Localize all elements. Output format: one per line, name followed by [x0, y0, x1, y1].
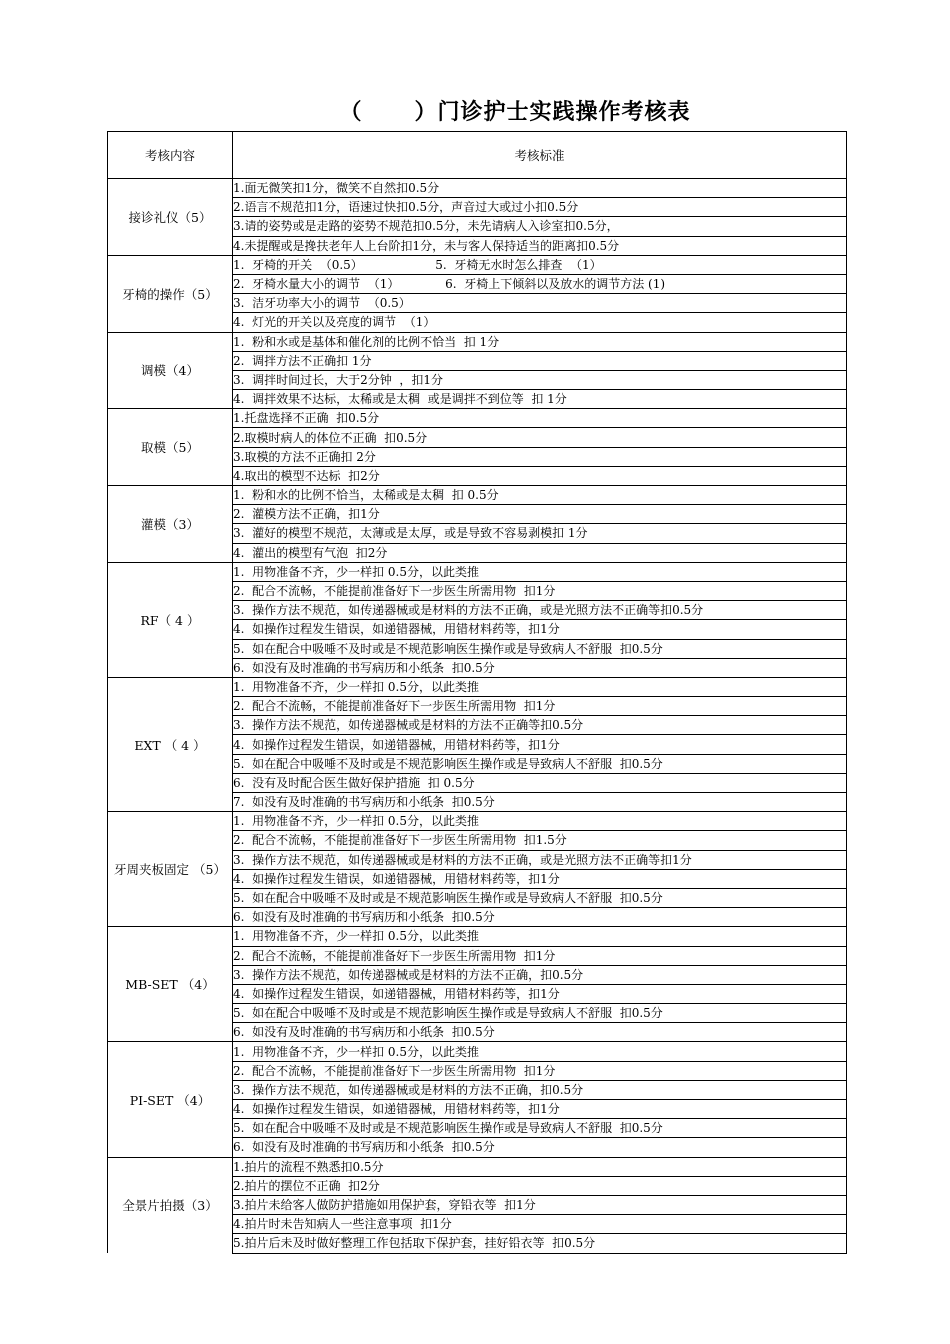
- criterion-cell: 2. 配合不流畅，不能提前准备好下一步医生所需用物 扣1分: [233, 697, 847, 716]
- header-standard: 考核标准: [233, 132, 847, 179]
- criterion-cell: 1. 用物准备不齐，少一样扣 0.5分，以此类推: [233, 812, 847, 831]
- criterion-cell: 4. 调拌效果不达标，太稀或是太稠 或是调拌不到位等 扣 1分: [233, 390, 847, 409]
- criterion-cell: 3.请的姿势或是走路的姿势不规范扣0.5分，未先请病人入诊室扣0.5分，: [233, 217, 847, 236]
- criterion-cell: 4. 如操作过程发生错误，如递错器械，用错材料药等，扣1分: [233, 735, 847, 754]
- criterion-cell: 1.拍片的流程不熟悉扣0.5分: [233, 1157, 847, 1176]
- table-row: [108, 677, 847, 696]
- criterion-cell: 3. 操作方法不规范，如传递器械或是材料的方法不正确，或是光照方法不正确等扣0.5分: [233, 601, 847, 620]
- category-cell: 调模（4）: [108, 332, 233, 409]
- criterion-cell: 3.拍片未给客人做防护措施如用保护套，穿铅衣等 扣1分: [233, 1195, 847, 1214]
- criterion-cell: 3. 调拌时间过长，大于2分钟 ，扣1分: [233, 370, 847, 389]
- criterion-cell: 1. 粉和水的比例不恰当，太稀或是太稠 扣 0.5分: [233, 486, 847, 505]
- criterion-cell: 2. 配合不流畅，不能提前准备好下一步医生所需用物 扣1分: [233, 1061, 847, 1080]
- criterion-cell: 3. 操作方法不规范，如传递器械或是材料的方法不正确等扣0.5分: [233, 716, 847, 735]
- criterion-cell: 2.取模时病人的体位不正确 扣0.5分: [233, 428, 847, 447]
- criterion-cell: 2.语言不规范扣1分，语速过快扣0.5分，声音过大或过小扣0.5分: [233, 198, 847, 217]
- criterion-cell: 7. 如没有及时准确的书写病历和小纸条 扣0.5分: [233, 793, 847, 812]
- criterion-cell: 5. 如在配合中吸唾不及时或是不规范影响医生操作或是导致病人不舒服 扣0.5分: [233, 754, 847, 773]
- table-row: [108, 927, 847, 946]
- criterion-cell: 3. 洁牙功率大小的调节 （0.5）: [233, 294, 847, 313]
- category-cell: 取模（5）: [108, 409, 233, 486]
- criterion-cell: 5. 如在配合中吸唾不及时或是不规范影响医生操作或是导致病人不舒服 扣0.5分: [233, 1119, 847, 1138]
- criterion-cell: 1. 用物准备不齐，少一样扣 0.5分，以此类推: [233, 677, 847, 696]
- criterion-cell: 6. 如没有及时准确的书写病历和小纸条 扣0.5分: [233, 1023, 847, 1042]
- table-row: [108, 255, 847, 274]
- table-body: [108, 179, 847, 1254]
- criterion-cell: 4. 灌出的模型有气泡 扣2分: [233, 543, 847, 562]
- table-row: [108, 179, 847, 198]
- category-cell: RF（ 4 ）: [108, 562, 233, 677]
- criterion-cell: 2.拍片的摆位不正确 扣2分: [233, 1176, 847, 1195]
- category-cell: EXT （ 4 ）: [108, 677, 233, 811]
- header-content: 考核内容: [108, 132, 233, 179]
- table-row: [108, 1157, 847, 1176]
- criterion-cell: 1. 用物准备不齐，少一样扣 0.5分，以此类推: [233, 1042, 847, 1061]
- category-cell: 全景片拍摄（3）: [108, 1157, 233, 1253]
- category-cell: PI-SET （4）: [108, 1042, 233, 1157]
- criterion-cell: 3.取模的方法不正确扣 2分: [233, 447, 847, 466]
- header-row: [108, 132, 847, 179]
- category-cell: 牙周夹板固定 （5）: [108, 812, 233, 927]
- criterion-cell: 3. 操作方法不规范，如传递器械或是材料的方法不正确，或是光照方法不正确等扣1分: [233, 850, 847, 869]
- criterion-cell: 6. 没有及时配合医生做好保护措施 扣 0.5分: [233, 773, 847, 792]
- criterion-cell: 1. 粉和水或是基体和催化剂的比例不恰当 扣 1分: [233, 332, 847, 351]
- criterion-cell: 2. 配合不流畅，不能提前准备好下一步医生所需用物 扣1分: [233, 946, 847, 965]
- category-cell: MB-SET （4）: [108, 927, 233, 1042]
- criterion-cell: 6. 如没有及时准确的书写病历和小纸条 扣0.5分: [233, 658, 847, 677]
- table-row: [108, 486, 847, 505]
- criterion-cell: 4.拍片时未告知病人一些注意事项 扣1分: [233, 1215, 847, 1234]
- criterion-cell: 5.拍片后未及时做好整理工作包括取下保护套，挂好铅衣等 扣0.5分: [233, 1234, 847, 1253]
- criterion-cell: 2. 配合不流畅，不能提前准备好下一步医生所需用物 扣1.5分: [233, 831, 847, 850]
- criterion-cell: 6. 如没有及时准确的书写病历和小纸条 扣0.5分: [233, 1138, 847, 1157]
- criterion-cell: 1. 用物准备不齐，少一样扣 0.5分，以此类推: [233, 562, 847, 581]
- criterion-cell: 4. 灯光的开关以及亮度的调节 （1）: [233, 313, 847, 332]
- criterion-cell: 6. 如没有及时准确的书写病历和小纸条 扣0.5分: [233, 908, 847, 927]
- criterion-cell: 1. 牙椅的开关 （0.5） 5. 牙椅无水时怎么排查 （1）: [233, 255, 847, 274]
- criterion-cell: 4. 如操作过程发生错误，如递错器械，用错材料药等，扣1分: [233, 620, 847, 639]
- criterion-cell: 4. 如操作过程发生错误，如递错器械，用错材料药等，扣1分: [233, 1100, 847, 1119]
- criterion-cell: 1.托盘选择不正确 扣0.5分: [233, 409, 847, 428]
- criterion-cell: 2. 配合不流畅，不能提前准备好下一步医生所需用物 扣1分: [233, 581, 847, 600]
- criterion-cell: 4. 如操作过程发生错误，如递错器械，用错材料药等，扣1分: [233, 984, 847, 1003]
- document-title: （ ）门诊护士实践操作考核表: [339, 100, 691, 125]
- table-row: [108, 562, 847, 581]
- criterion-cell: 3. 操作方法不规范，如传递器械或是材料的方法不正确，扣0.5分: [233, 1080, 847, 1099]
- criterion-cell: 5. 如在配合中吸唾不及时或是不规范影响医生操作或是导致病人不舒服 扣0.5分: [233, 639, 847, 658]
- table-row: [108, 332, 847, 351]
- criterion-cell: 5. 如在配合中吸唾不及时或是不规范影响医生操作或是导致病人不舒服 扣0.5分: [233, 1004, 847, 1023]
- criterion-cell: 2. 调拌方法不正确扣 1分: [233, 351, 847, 370]
- criterion-cell: 4.未提醒或是搀扶老年人上台阶扣1分，未与客人保持适当的距离扣0.5分: [233, 236, 847, 255]
- table-row: [108, 812, 847, 831]
- category-cell: 接诊礼仪（5）: [108, 179, 233, 256]
- criterion-cell: 4. 如操作过程发生错误，如递错器械，用错材料药等，扣1分: [233, 869, 847, 888]
- criterion-cell: 1. 用物准备不齐，少一样扣 0.5分，以此类推: [233, 927, 847, 946]
- criterion-cell: 3. 操作方法不规范，如传递器械或是材料的方法不正确，扣0.5分: [233, 965, 847, 984]
- criterion-cell: 3. 灌好的模型不规范，太薄或是太厚，或是导致不容易剥模扣 1分: [233, 524, 847, 543]
- table-row: [108, 409, 847, 428]
- category-cell: 灌模（3）: [108, 486, 233, 563]
- assessment-table: [107, 131, 847, 1254]
- criterion-cell: 5. 如在配合中吸唾不及时或是不规范影响医生操作或是导致病人不舒服 扣0.5分: [233, 888, 847, 907]
- table-row: [108, 1042, 847, 1061]
- criterion-cell: 2. 灌模方法不正确，扣1分: [233, 505, 847, 524]
- criterion-cell: 4.取出的模型不达标 扣2分: [233, 466, 847, 485]
- category-cell: 牙椅的操作（5）: [108, 255, 233, 332]
- criterion-cell: 2. 牙椅水量大小的调节 （1） 6. 牙椅上下倾斜以及放水的调节方法 (1): [233, 274, 847, 293]
- criterion-cell: 1.面无微笑扣1分，微笑不自然扣0.5分: [233, 179, 847, 198]
